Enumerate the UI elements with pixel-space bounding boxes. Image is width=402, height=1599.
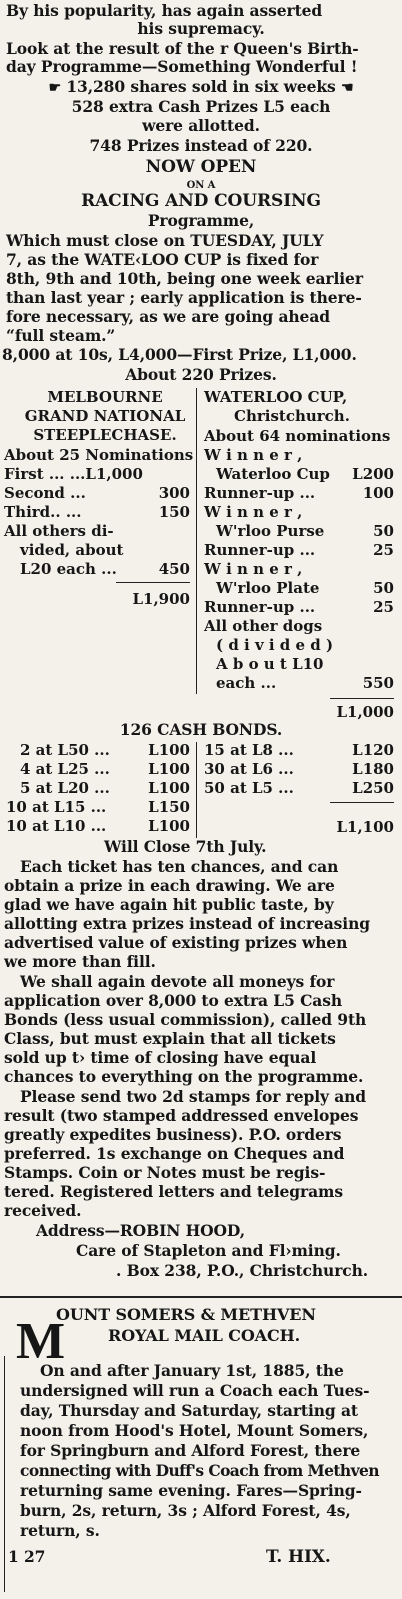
text-line: day, Thursday and Saturday, starting at [20,1401,358,1420]
text-line: fore necessary, as we are going ahead [6,307,330,326]
text-line: obtain a prize in each drawing. We are [4,876,335,895]
row-label: 10 at L10 ... [6,817,107,835]
row-value: L100 [148,779,190,797]
row-label: Runner-up ... [204,541,316,559]
heading-line: GRAND NATIONAL [24,407,186,425]
on-a-label: ON A [186,180,216,191]
column-rule [0,1296,402,1298]
pointing-hand-left-icon: ☚ [340,80,354,96]
row-label: W i n n e r , [204,560,303,578]
row-label: Waterloo Cup [216,465,330,483]
text-line: than last year ; early application is there- [6,288,362,307]
table-row [4,484,190,503]
table-row [204,617,394,636]
text-line: sold up t› time of closing have equal [4,1048,317,1067]
table-row [4,560,190,579]
text-line: greatly expedites business). P.O. orders [4,1125,342,1144]
row-label: 2 at L50 ... [20,741,110,759]
text-line: burn, 2s, return, 3s ; Alford Forest, 4s, [20,1501,351,1520]
bonds-heading: 126 CASH BONDS. [119,720,283,739]
text-line: noon from Hood's Hotel, Mount Somers, [20,1421,369,1440]
table-row [204,655,394,674]
row-label: About 64 nominations [204,427,391,445]
table-row [204,636,394,655]
text-line: By his popularity, has again asserted [6,1,323,20]
shares-line [0,78,402,97]
table-row [6,798,190,817]
text-line: chances to everything on the programme. [4,1067,364,1086]
row-label: About 25 Nominations [4,446,194,464]
melbourne-total: L1,900 [132,590,190,608]
table-row [204,427,394,446]
row-label: vided, about [20,541,124,559]
row-label: W'rloo Purse [216,522,325,540]
row-value: L100 [148,817,190,835]
heading-line: MELBOURNE [47,388,163,406]
row-label: First ... ...L1,000 [4,465,143,483]
bonds-right [204,741,394,798]
text-line: 528 extra Cash Prizes L5 each [71,97,331,116]
table-row [204,465,394,484]
row-label: 15 at L8 ... [204,741,294,759]
table-row [4,446,194,465]
bonds-total: L1,100 [336,818,394,836]
reference-number: 1 27 [8,1547,46,1566]
racing-heading: RACING AND COURSING [81,191,321,211]
column-divider [196,388,197,694]
row-value: 50 [373,522,394,540]
table-row [204,674,394,693]
text-line: About 220 Prizes. [125,365,277,384]
row-label: Runner-up ... [204,598,316,616]
text-line: application over 8,000 to extra L5 Cash [4,991,343,1010]
text-line: returning same evening. Fares—Spring- [20,1481,362,1500]
row-value: 300 [158,484,190,502]
table-row [204,446,394,465]
table-row [204,484,394,503]
row-value: L180 [352,760,394,778]
now-open-heading: NOW OPEN [145,157,257,177]
table-row [6,817,190,836]
row-label: All other dogs [204,617,323,635]
table-row [6,760,190,779]
text-line: Look at the result of the r Queen's Birth- [6,39,359,58]
text-line: result (two stamped addressed envelopes [4,1106,359,1125]
table-row [204,741,394,760]
table-row [204,541,394,560]
row-label: Third.. ... [4,503,82,521]
text-line: were allotted. [142,116,260,135]
heading-line: WATERLOO CUP, [204,388,348,406]
row-label: W i n n e r , [204,446,303,464]
text-line: We shall again devote all moneys for [20,972,335,991]
row-label: 10 at L15 ... [6,798,107,816]
row-label: L20 each ... [20,560,117,578]
melbourne-heading [20,388,190,445]
text-line: connecting with Duff's Coach from Methven [20,1461,379,1480]
drop-cap: M [16,1313,66,1370]
waterloo-total: L1,000 [336,703,394,721]
table-row [204,779,394,798]
row-value: 100 [362,484,394,502]
row-label: A b o u t L10 [216,655,324,673]
table-row [204,760,394,779]
table-row [6,779,190,798]
waterloo-rows [204,427,394,693]
text-line: Bonds (less usual commission), called 9th [4,1010,367,1029]
text-line: tered. Registered letters and telegrams [4,1182,343,1201]
table-row [204,522,394,541]
table-row [6,741,190,760]
row-value: L200 [352,465,394,483]
text-line: 748 Prizes instead of 220. [89,136,313,155]
heading-line: STEEPLECHASE. [33,426,177,444]
row-value: 50 [373,579,394,597]
row-label: 30 at L6 ... [204,760,294,778]
text-line: 8,000 at 10s, L4,000—First Prize, L1,000. [2,345,357,364]
row-label: 5 at L20 ... [20,779,110,797]
text-line: Stamps. Coin or Notes must be regis- [4,1163,326,1182]
text-line: we more than fill. [4,952,156,971]
text-line: received. [4,1201,82,1220]
text-line: day Programme—Something Wonderful ! [6,57,358,76]
text-line: undersigned will run a Coach each Tues- [20,1381,370,1400]
text-line: Which must close on TUESDAY, JULY [6,231,324,250]
text-line: Please send two 2d stamps for reply and [20,1087,367,1106]
waterloo-heading [204,388,396,426]
table-row [4,541,190,560]
text-line: “full steam.” [6,326,116,345]
row-label: All others di- [4,522,114,540]
subtotal-rule [330,802,394,803]
row-label: Runner-up ... [204,484,316,502]
text-line: Each ticket has ten chances, and can [20,857,339,876]
text-line: for Springburn and Alford Forest, there [20,1441,361,1460]
row-label: 50 at L5 ... [204,779,294,797]
table-row [204,560,394,579]
table-row [4,465,190,484]
row-label: ( d i v i d e d ) [216,636,334,654]
coach-title-line: OUNT SOMERS & METHVEN [56,1305,316,1324]
row-label: W i n n e r , [204,503,303,521]
table-row [4,522,190,541]
row-value: L150 [148,798,190,816]
table-row [4,503,190,522]
address-line: Care of Stapleton and Fl›ming. [76,1241,341,1260]
row-value: 150 [158,503,190,521]
column-divider [196,742,197,838]
text-line: glad we have again hit public taste, by [4,895,334,914]
address-line: . Box 238, P.O., Christchurch. [116,1261,369,1280]
row-value: 450 [158,560,190,578]
row-value: L120 [352,741,394,759]
subtotal-rule [116,582,190,583]
bonds-left [6,741,190,836]
row-value: L100 [148,760,190,778]
programme-label: Programme, [147,211,255,230]
pointing-hand-right-icon: ☛ [48,80,62,96]
row-value: 550 [362,674,394,692]
row-label: W'rloo Plate [216,579,320,597]
text-line: 8th, 9th and 10th, being one week earlier [6,269,363,288]
text-line: advertised value of existing prizes when [4,933,348,952]
signature: T. HIX. [266,1547,331,1567]
row-label: 4 at L25 ... [20,760,110,778]
row-value: 25 [373,541,394,559]
melbourne-rows [4,446,194,579]
row-label: each ... [216,674,277,692]
row-label: Second ... [4,484,86,502]
table-row [204,503,394,522]
will-close-line: Will Close 7th July. [104,837,267,856]
text-line: On and after January 1st, 1885, the [40,1361,344,1380]
column-rule-left [4,1356,5,1592]
text-line: Class, but must explain that all tickets [4,1029,336,1048]
table-row [204,579,394,598]
shares-text: 13,280 shares sold in six weeks [66,77,336,96]
text-line: allotting extra prizes instead of increasing [4,914,370,933]
table-row [204,598,394,617]
text-line: his supremacy. [137,19,265,38]
coach-title-line: ROYAL MAIL COACH. [108,1326,301,1345]
row-value: L100 [148,741,190,759]
address-line: Address—ROBIN HOOD, [36,1221,246,1240]
text-line: 7, as the WATE‹LOO CUP is fixed for [6,250,319,269]
text-line: return, s. [20,1521,100,1540]
heading-line: Christchurch. [234,407,350,425]
text-line: preferred. 1s exchange on Cheques and [4,1144,345,1163]
row-value: L250 [352,779,394,797]
row-value: 25 [373,598,394,616]
subtotal-rule [330,698,394,699]
